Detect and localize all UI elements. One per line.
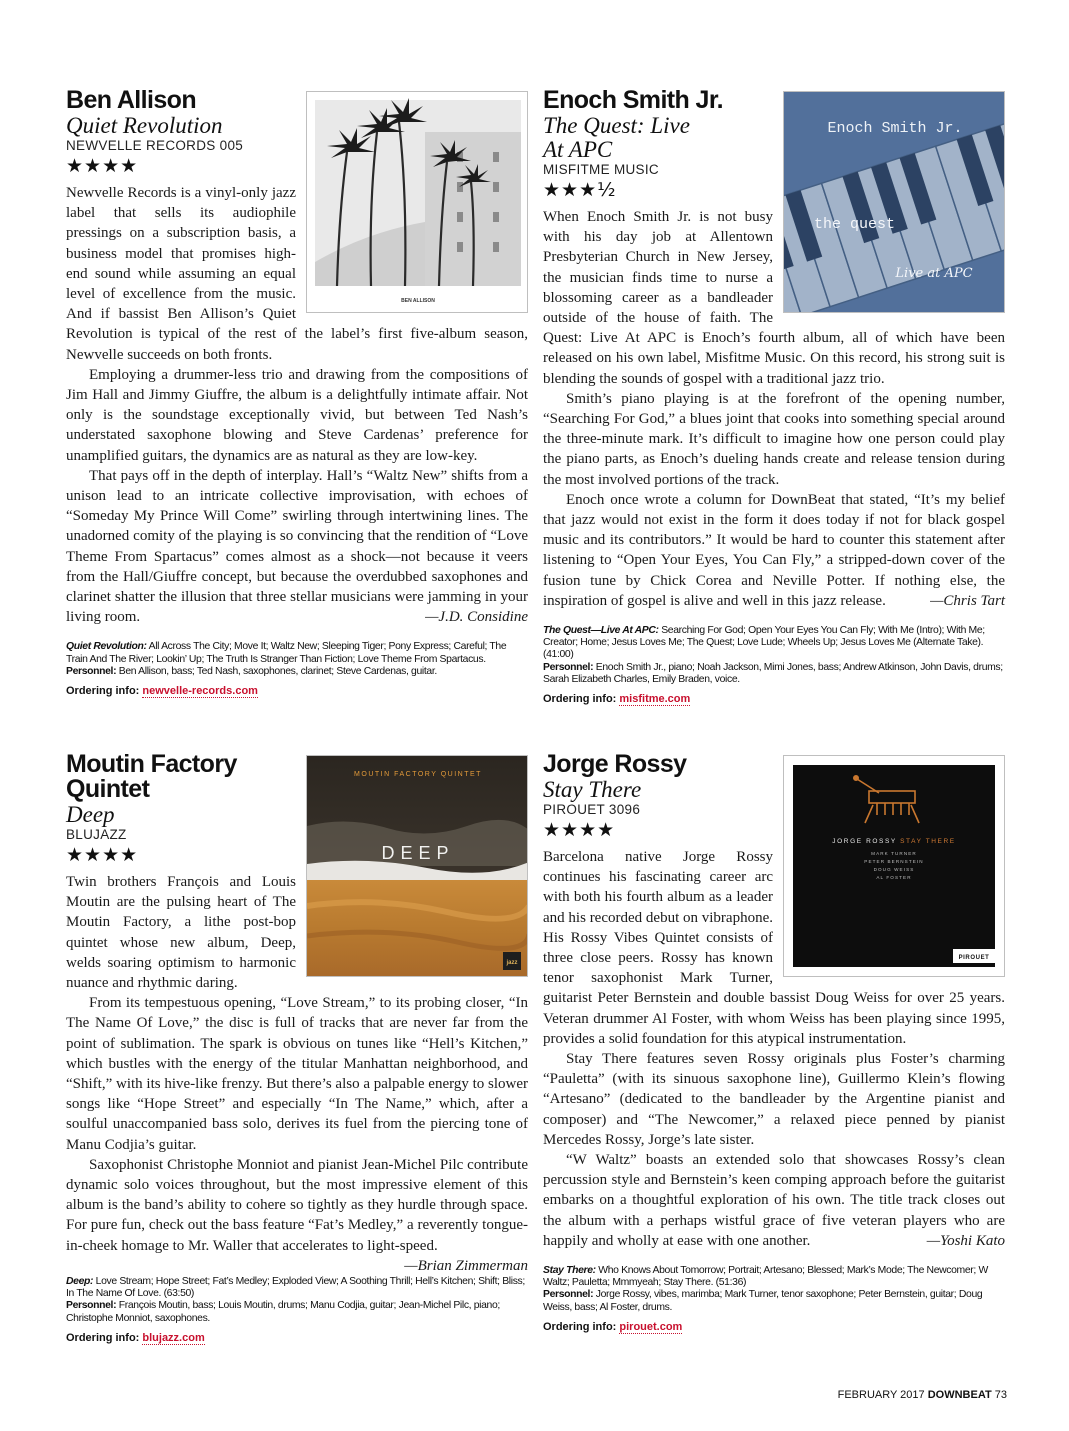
album-cover-deep xyxy=(306,755,528,977)
svg-text:JORGE ROSSY STAY THERE xyxy=(832,838,955,845)
track-notes xyxy=(66,1276,528,1325)
artist-name: Enoch Smith Jr. xyxy=(543,86,723,114)
paragraph-text: That pays off in the depth of interplay. Hall’s “Waltz New” shifts from a unison lead to an intricate collective improvisation, with echoes of “Someday My Prince Will Come” swirling through intertwining lines. The unadorned comity of the playing is so convincing that the rendition of “Love Theme From Spartacus” comes almost as a shock—not because it veers from the Hall/Giuffre concept, but because the overdubbed saxophones and clarinet shatter the illusion that three stellar musicians were jamming in your living room. xyxy=(66,467,528,626)
cover-musician: AL FOSTER xyxy=(876,875,912,880)
star-rating: ★★★★ xyxy=(66,155,139,177)
paragraph: Twin brothers François and Louis Moutin are the pulsing heart of The Moutin Factory, a lithe post-bop quintet whose new album, Deep, welds soaring optimism to harmonic nuance and rhythmic daring. xyxy=(66,874,296,992)
paragraph xyxy=(543,1150,1005,1251)
cover-artist: Enoch Smith Jr. xyxy=(827,120,963,137)
album-title: Quiet Revolution xyxy=(66,113,223,138)
track-notes xyxy=(66,641,528,678)
ordering-label: Ordering info: xyxy=(543,693,617,706)
album-title: Stay There xyxy=(543,777,642,802)
paragraph: Newvelle Records is a vinyl-only jazz label that sells its audiophile pressings on a subscription basis, a business model that promises high-end sound while assuming an equal level of excellence from the music. And if bassist Ben Allison’s Quiet Revolution is typical of the rest of the label’s first five-album season, Newvelle succeeds on both fronts. xyxy=(66,185,528,363)
personnel-heading: Personnel: xyxy=(543,661,594,673)
cover-caption: BEN ALLISON xyxy=(401,298,435,304)
paragraph: Stay There features seven Rossy originals plus Foster’s charming “Pauletta” (with its sinuous saxophone line), Guillermo Klein’s flowing “Artesano” (dedicated to the bandleader by the Argentine pianist and composer) and “The Newcomer,” a relaxed piece penned by pianist Mercedes Rossy, Jorge’s late sister. xyxy=(543,1051,1005,1148)
paragraph-text: “W Waltz” boasts an extended solo that showcases Rossy’s clean percussion style and Bernstein’s keen comping approach before the guitarist embarks on a thoughtful exploration of his own. The title track closes out the album with a perhaps wistful grace of five veteran players who are happily and wholly at ease with one another. xyxy=(543,1152,1005,1249)
cover-artist: JORGE ROSSY xyxy=(832,838,897,845)
piano-keys-artwork xyxy=(784,92,1005,313)
record-label: PIROUET 3096 xyxy=(543,802,641,817)
personnel-heading: Personnel: xyxy=(66,665,117,677)
album-cover-quiet-revolution xyxy=(306,91,528,313)
personnel-heading: Personnel: xyxy=(66,1300,117,1312)
paragraph: Employing a drummer-less trio and drawing from the compositions of Jim Hall and Jimmy Giuffre, the album is a delightfully intimate affair. Not only is the soundstage exceptionally vivid, but between Ted Nash’s understated saxophone blowing and Steve Cardenas’ preference for unamplified guitars, the dynamics are as natural as they are low-key. xyxy=(66,366,528,464)
star-rating: ★★★★ xyxy=(66,844,139,866)
star-rating: ★★★½ xyxy=(543,179,617,201)
track-list: All Across The City; Move It; Waltz New; Sleeping Tiger; Pony Express; Careful; The Train And The River; Lookin’ Up; The Truth Is Stranger Than Fiction; Love Theme From Spartacus. xyxy=(66,641,507,665)
reviewer-signature: —Chris Tart xyxy=(930,592,1005,609)
palm-trees-photo xyxy=(307,92,528,313)
track-notes xyxy=(543,625,1005,686)
album-title-line-1: The Quest: Live xyxy=(543,113,690,138)
personnel-heading: Personnel: xyxy=(543,1289,594,1301)
cover-title: STAY THERE xyxy=(900,838,956,845)
review-moutin-factory xyxy=(66,752,528,1344)
label-logo-text: jazz xyxy=(506,960,518,966)
ordering-label: Ordering info: xyxy=(543,1320,617,1333)
record-label: MISFITME MUSIC xyxy=(543,162,659,177)
page-number: 73 xyxy=(994,1389,1007,1401)
personnel-list: Jorge Rossy, vibes, marimba; Mark Turner, tenor saxophone; Peter Bernstein, guitar; Doug Weiss, bass; Al Foster, drums. xyxy=(543,1289,983,1313)
ordering-info xyxy=(66,685,528,697)
paragraph-text: Saxophonist Christophe Monniot and pianist Jean-Michel Pilc contribute dynamic solo voices throughout, but the most impressive element of this album is the band’s ability to cohere so tightly as they hurdle through space. For pure fun, check out the bass feature “Fat’s Medley,” a reverently tongue-in-cheek homage to Mr. Waller that accelerates to light-speed. xyxy=(66,1156,528,1254)
artist-name: Ben Allison xyxy=(66,86,196,114)
cover-subtitle: Live at APC xyxy=(895,266,973,281)
tracks-heading: The Quest—Live At APC: xyxy=(543,625,659,637)
abstract-landscape-artwork xyxy=(307,756,528,977)
paragraph: From its tempestuous opening, “Love Stream,” to its probing closer, “In The Name Of Love,” the disc is full of tracks that are never far from the point of sublimation. The spark is obvious on tunes like “Hell’s Kitchen,” which bustles with the energy of the titular Manhattan neighborhood, and “Shift,” with its hive-like frenzy. But there’s also a palpable energy to slower songs like “Hope Street” and especially “In The Name,” which, after a soulful unaccompanied bass solo, derives its fuel from the piercing tone of Manu Codjia’s guitar. xyxy=(66,995,528,1153)
ordering-link[interactable]: blujazz.com xyxy=(142,1331,205,1344)
ordering-info xyxy=(543,693,1005,705)
review-enoch-smith xyxy=(543,88,1005,705)
review-jorge-rossy xyxy=(543,752,1005,1333)
record-label: BLUJAZZ xyxy=(66,827,127,842)
paragraph: Smith’s piano playing is at the forefront of the opening number, “Searching For God,” a blues joint that cooks into something special around the three-minute mark. It’s difficult to imagine how one person could play the piano parts, as Enoch’s dueling hands create and release tension during the most involved portions of the track. xyxy=(543,390,1005,488)
record-label: NEWVELLE RECORDS 005 xyxy=(66,138,244,153)
review-ben-allison xyxy=(66,88,528,697)
paragraph: Barcelona native Jorge Rossy continues his fascinating career arc with both his fourth album as a leader and his recorded debut on vibraphone. His Rossy Vibes Quintet consists of three close peers. Rossy has known tenor saxophonist Mark Turner, guitarist Peter Bernstein and double bassist Doug Weiss for over 25 years. Veteran drummer Al Foster, with whom Weiss has been playing since 1995, provides a solid foundation for this atypical instrumentation. xyxy=(543,849,1005,1047)
reviewer-signature: —Brian Zimmerman xyxy=(404,1257,528,1274)
cover-musician: DOUG WEISS xyxy=(873,867,915,872)
album-title: Deep xyxy=(66,802,115,827)
vibraphone-artwork xyxy=(793,765,995,967)
ordering-link[interactable]: newvelle-records.com xyxy=(142,685,258,698)
ordering-link[interactable]: pirouet.com xyxy=(619,1320,683,1333)
track-notes xyxy=(543,1265,1005,1314)
cover-musician: PETER BERNSTEIN xyxy=(864,859,924,864)
tracks-heading: Deep: xyxy=(66,1276,94,1288)
album-title-line-2: At APC xyxy=(543,137,613,162)
cover-band: MOUTIN FACTORY QUINTET xyxy=(354,771,482,778)
paragraph xyxy=(543,490,1005,611)
ordering-label: Ordering info: xyxy=(66,685,140,698)
artist-name-line-1: Moutin Factory xyxy=(66,750,237,778)
cover-title: the quest xyxy=(814,216,896,233)
personnel-list: Ben Allison, bass; Ted Nash, saxophones, clarinet; Steve Cardenas, guitar. xyxy=(118,665,437,677)
personnel-list: François Moutin, bass; Louis Moutin, drums; Manu Codjia, guitar; Jean-Michel Pilc, piano; Christophe Monniot, saxophones. xyxy=(66,1300,500,1324)
issue-date: FEBRUARY 2017 xyxy=(837,1389,925,1401)
cover-label: PIROUET xyxy=(958,955,990,961)
paragraph-text: Enoch once wrote a column for DownBeat that stated, “It’s my belief that jazz would not exist in the form it does today if not for black gospel music and its contributors.” It would be hard to counter this statement after listening to “Open Your Eyes, You Can Fly,” a stripped-down cover of the fusion tune by Chick Corea and Neville Potter. If nothing else, the inspiration of gospel is alive and well in this jazz release. xyxy=(543,491,1005,609)
tracks-heading: Stay There: xyxy=(543,1265,596,1277)
paragraph: When Enoch Smith Jr. is not busy with his day job at Allentown Presbyterian Church in New Jersey, the musician finds time to nurse a blossoming career as a bandleader outside of the house of faith. The Quest: Live At APC is Enoch’s fourth album, all of which have been released on his own label, Misfitme Music. On this record, his strong suit is blending the sounds of gospel with a traditional jazz trio. xyxy=(543,209,1005,387)
ordering-info xyxy=(66,1332,528,1344)
paragraph xyxy=(66,466,528,628)
star-rating: ★★★★ xyxy=(543,819,616,841)
ordering-link[interactable]: misfitme.com xyxy=(619,693,691,706)
cover-musician: MARK TURNER xyxy=(871,851,917,856)
magazine-name: DOWNBEAT xyxy=(927,1389,992,1401)
album-cover-the-quest xyxy=(783,91,1005,313)
tracks-heading: Quiet Revolution: xyxy=(66,641,147,653)
artist-name-line-2: Quintet xyxy=(66,775,150,803)
personnel-list: Enoch Smith Jr., piano; Noah Jackson, Mimi Jones, bass; Andrew Atkinson, John Davis, drums; Sarah Elizabeth Charles, Emily Braden, voice. xyxy=(543,661,1003,685)
track-list: Love Stream; Hope Street; Fat’s Medley; Exploded View; A Soothing Thrill; Hell’s Kitchen; Shift; Bliss; In The Name Of Love. (63:50) xyxy=(66,1276,525,1300)
paragraph xyxy=(66,1155,528,1274)
reviewer-signature: —Yoshi Kato xyxy=(926,1232,1005,1249)
album-cover-stay-there xyxy=(783,755,1005,977)
artist-name: Jorge Rossy xyxy=(543,750,687,778)
page-footer xyxy=(838,1389,1007,1401)
reviewer-signature: —J.D. Considine xyxy=(425,609,528,626)
ordering-label: Ordering info: xyxy=(66,1331,140,1344)
ordering-info xyxy=(543,1321,1005,1333)
cover-title: DEEP xyxy=(381,843,455,863)
track-list: Who Knows About Tomorrow; Portrait; Artesano; Blessed; Mark’s Mode; The Newcomer; W Waltz; Pauletta; Mmmyeah; Stay There. (51:36) xyxy=(543,1265,988,1289)
track-list: Searching For God; Open Your Eyes You Can Fly; With Me (Intro); With Me; Creator; Home; Jesus Loves Me; The Quest; Love Lude; Wheels Up; Jesus Loves Me (Alternate Take). (41:00) xyxy=(543,625,985,661)
